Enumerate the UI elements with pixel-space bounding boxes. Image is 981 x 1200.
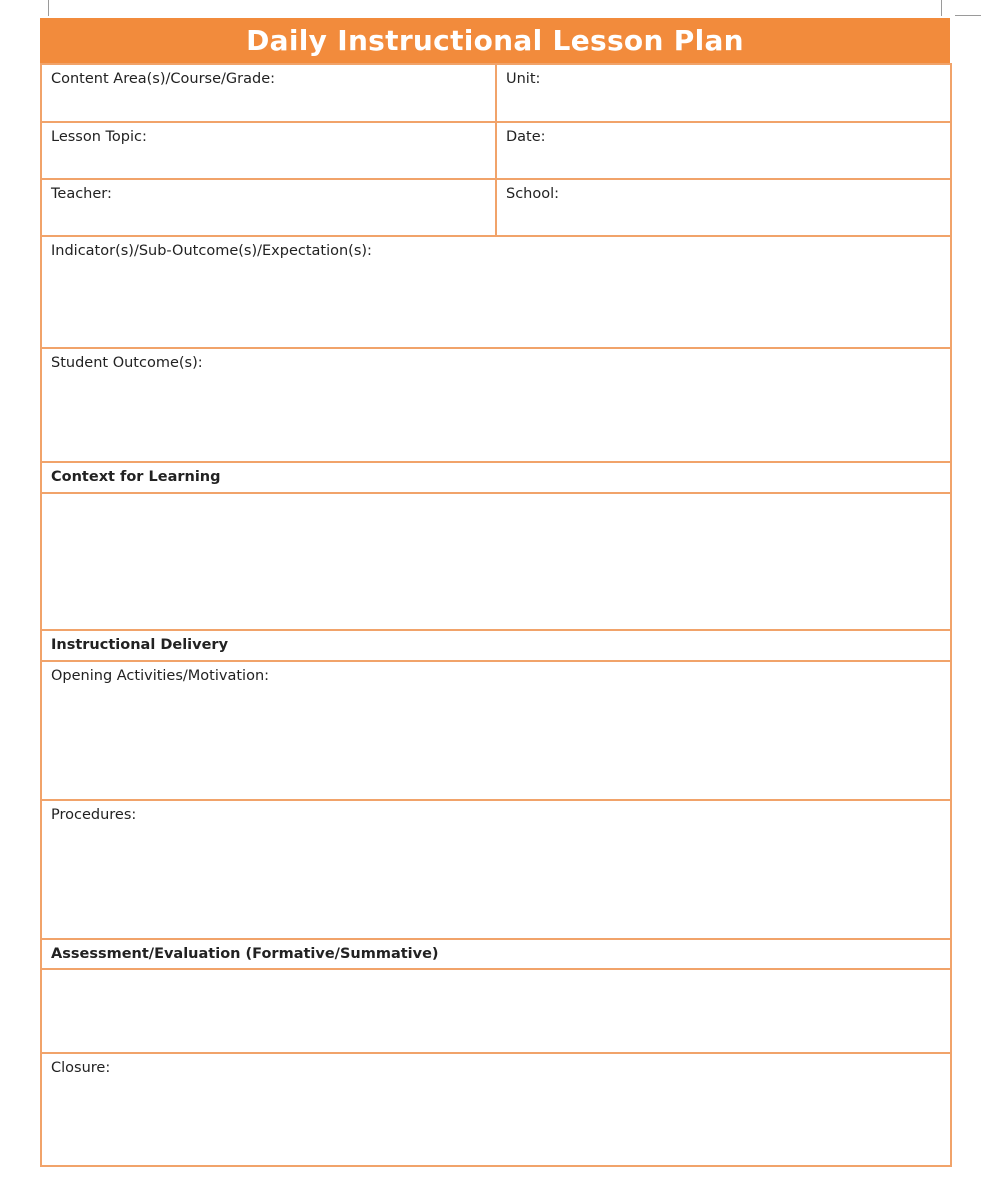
assessment-field[interactable]	[41, 969, 951, 1053]
opening-activities-field[interactable]	[41, 661, 951, 800]
crop-mark-right	[941, 0, 942, 16]
content-area-label: Content Area(s)/Course/Grade:	[51, 71, 275, 87]
closure-field[interactable]	[41, 1053, 951, 1166]
date-field[interactable]	[496, 122, 951, 179]
row-assessment-header	[41, 939, 951, 969]
indicators-label: Indicator(s)/Sub-Outcome(s)/Expectation(s):	[51, 243, 372, 259]
row-assessment-body	[41, 969, 951, 1053]
context-for-learning-header	[41, 462, 951, 493]
lesson-topic-field[interactable]	[41, 122, 496, 179]
lesson-topic-label: Lesson Topic:	[51, 129, 147, 145]
instructional-delivery-header	[41, 630, 951, 661]
row-teacher	[41, 179, 951, 236]
teacher-label: Teacher:	[51, 186, 112, 202]
row-context-header	[41, 462, 951, 493]
row-closure	[41, 1053, 951, 1166]
date-label: Date:	[506, 129, 546, 145]
unit-label: Unit:	[506, 71, 541, 87]
school-label: School:	[506, 186, 560, 202]
teacher-field[interactable]	[41, 179, 496, 236]
student-outcomes-field[interactable]	[41, 348, 951, 462]
student-outcomes-label: Student Outcome(s):	[51, 355, 203, 371]
assessment-label: Assessment/Evaluation (Formative/Summative)	[51, 946, 439, 962]
crop-mark-left	[48, 0, 49, 16]
opening-activities-label: Opening Activities/Motivation:	[51, 668, 270, 684]
row-student-outcomes	[41, 348, 951, 462]
assessment-header	[41, 939, 951, 969]
content-area-field[interactable]	[41, 64, 496, 122]
row-context-body	[41, 493, 951, 630]
row-indicators	[41, 236, 951, 348]
context-for-learning-label: Context for Learning	[51, 469, 221, 485]
procedures-field[interactable]	[41, 800, 951, 939]
instructional-delivery-label: Instructional Delivery	[51, 637, 229, 653]
procedures-label: Procedures:	[51, 807, 137, 823]
row-instructional-delivery-header	[41, 630, 951, 661]
crop-mark-top-right	[955, 15, 981, 16]
school-field[interactable]	[496, 179, 951, 236]
lesson-plan-form	[40, 18, 950, 1167]
context-for-learning-field[interactable]	[41, 493, 951, 630]
unit-field[interactable]	[496, 64, 951, 122]
row-opening-activities	[41, 661, 951, 800]
lesson-plan-table	[40, 63, 952, 1167]
form-title: Daily Instructional Lesson Plan	[40, 18, 950, 63]
indicators-field[interactable]	[41, 236, 951, 348]
row-lesson-topic	[41, 122, 951, 179]
row-content-area	[41, 64, 951, 122]
closure-label: Closure:	[51, 1060, 111, 1076]
row-procedures	[41, 800, 951, 939]
